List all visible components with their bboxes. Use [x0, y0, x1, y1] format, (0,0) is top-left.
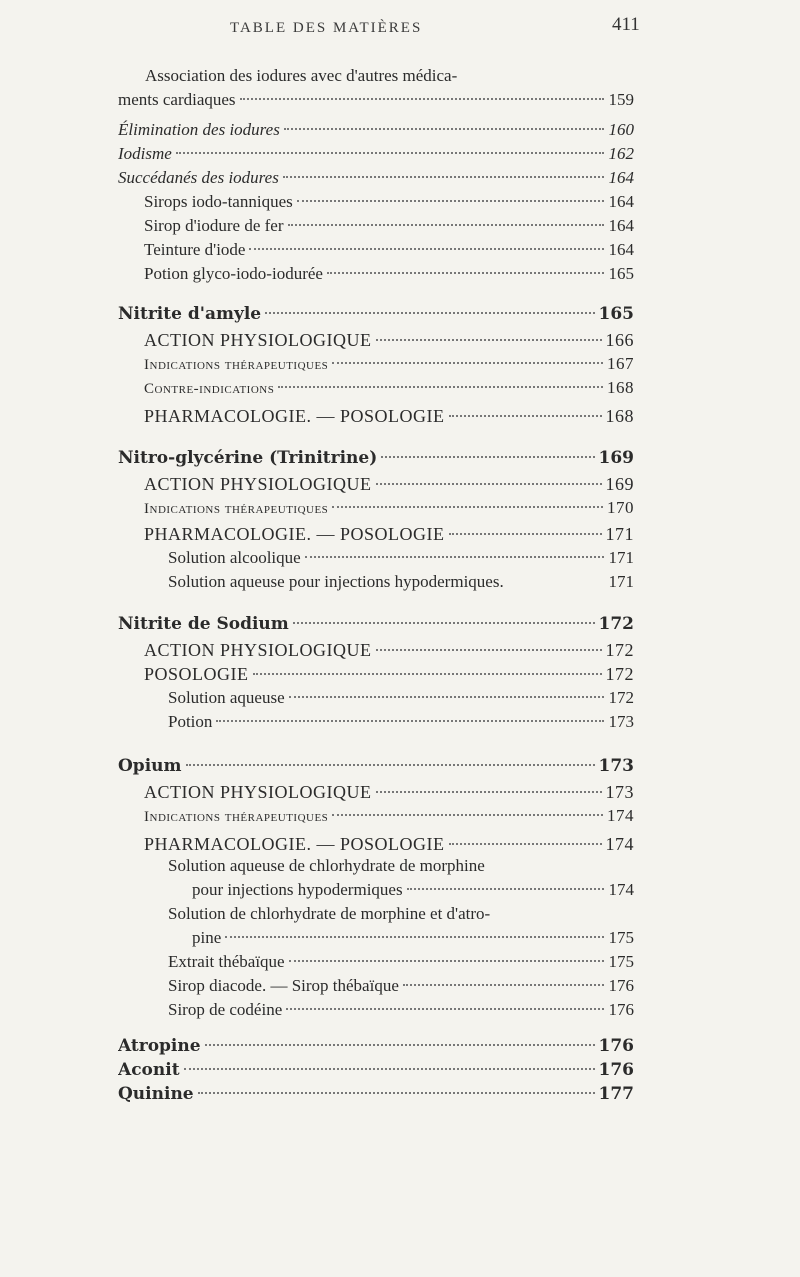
- toc-entry: [144, 378, 634, 402]
- toc-entry: [144, 664, 634, 688]
- toc-entry-page: 170: [607, 498, 634, 517]
- leader-dots: [376, 339, 602, 341]
- toc-entry: [168, 548, 634, 572]
- toc-entry-page: 167: [607, 354, 634, 373]
- toc-entry: [118, 1084, 634, 1108]
- toc-entry-label: Indications thérapeutiques: [144, 809, 329, 825]
- toc-entry-label: Sirop de codéine: [168, 1000, 283, 1019]
- toc-entry-page: 171: [605, 524, 634, 544]
- toc-entry-label: POSOLOGIE: [144, 664, 249, 684]
- toc-entry-page: 172: [608, 688, 634, 707]
- toc-entry-label: Contre-indications: [144, 381, 275, 397]
- toc-entry: [118, 144, 634, 168]
- toc-entry-page: 165: [608, 264, 634, 283]
- toc-entry: [118, 90, 634, 114]
- toc-entry: [168, 1000, 634, 1024]
- toc-entry: [118, 1060, 634, 1084]
- toc-entry-label: pour injections hypodermiques: [192, 880, 403, 899]
- leader-dots: [225, 936, 604, 938]
- toc-entry-page: 160: [608, 120, 634, 139]
- toc-entry: [118, 120, 634, 144]
- leader-dots: [286, 1008, 604, 1010]
- toc-entry-page: 159: [608, 90, 634, 109]
- leader-dots: [327, 272, 604, 274]
- toc-entry-page: 166: [605, 330, 634, 350]
- toc-entry-page: 169: [598, 448, 634, 468]
- leader-dots: [449, 415, 602, 417]
- leader-dots: [253, 673, 602, 675]
- toc-entry-page: 173: [598, 756, 634, 776]
- toc-entry: [144, 406, 634, 430]
- toc-entry-page: 174: [608, 880, 634, 899]
- toc-entry-page: 164: [608, 216, 634, 235]
- toc-entry-page: 175: [608, 952, 634, 971]
- toc-entry: [168, 688, 634, 712]
- toc-entry-label: Potion: [168, 712, 213, 731]
- toc-entry-morphine-line1: [168, 856, 485, 876]
- leader-dots: [205, 1044, 595, 1046]
- toc-entry-label: Teinture d'iode: [144, 240, 246, 259]
- toc-entry-label: Indications thérapeutiques: [144, 357, 329, 373]
- toc-entry-page: 172: [605, 664, 634, 684]
- leader-dots: [305, 556, 604, 558]
- toc-entry: [192, 928, 634, 952]
- toc-entry-label: Sirop d'iodure de fer: [144, 216, 284, 235]
- toc-entry-label: Solution aqueuse: [168, 688, 285, 707]
- toc-entry-page: 174: [605, 834, 634, 854]
- toc-entry-label: Indications thérapeutiques: [144, 501, 329, 517]
- running-title: TABLE DES MATIÈRES: [230, 20, 423, 36]
- leader-dots: [288, 224, 605, 226]
- leader-dots: [284, 128, 604, 130]
- leader-dots: [376, 791, 602, 793]
- toc-entry-label: Solution de chlorhydrate de morphine et d'atro-: [168, 904, 491, 923]
- toc-entry-label: Nitrite de Sodium: [118, 614, 289, 634]
- toc-entry-page: 172: [598, 614, 634, 634]
- leader-dots: [176, 152, 604, 154]
- toc-entry-page: 173: [605, 782, 634, 802]
- toc-entry: [118, 756, 634, 780]
- toc-entry-page: 176: [608, 976, 634, 995]
- leader-dots: [376, 483, 602, 485]
- toc-entry: [144, 192, 634, 216]
- toc-entry-label: Potion glyco-iodo-iodurée: [144, 264, 323, 283]
- leader-dots: [278, 386, 603, 388]
- toc-entry-page: 164: [608, 192, 634, 211]
- toc-entry-page: 168: [605, 406, 634, 426]
- leader-dots: [381, 456, 594, 458]
- toc-entry-label: Solution alcoolique: [168, 548, 301, 567]
- toc-entry-label: Sirop diacode. — Sirop thébaïque: [168, 976, 399, 995]
- toc-entry-iodures-associations-line1: [145, 66, 457, 86]
- toc-entry-page: 175: [608, 928, 634, 947]
- toc-entry-page: 171: [608, 548, 634, 567]
- toc-entry-page: 177: [598, 1084, 634, 1104]
- toc-entry: [144, 330, 634, 354]
- toc-entry-page: 172: [605, 640, 634, 660]
- leader-dots: [198, 1092, 595, 1094]
- leader-dots: [332, 362, 603, 364]
- toc-entry: [144, 524, 634, 548]
- toc-entry-page: 173: [608, 712, 634, 731]
- leader-dots: [376, 649, 602, 651]
- toc-entry-page: 176: [608, 1000, 634, 1019]
- toc-entry-label: Aconit: [118, 1060, 180, 1080]
- leader-dots: [449, 533, 602, 535]
- leader-dots: [184, 1068, 595, 1070]
- toc-entry: [118, 448, 634, 472]
- toc-entry-label: ACTION PHYSIOLOGIQUE: [144, 330, 372, 350]
- toc-entry-page: 162: [608, 144, 634, 163]
- toc-entry-label: ACTION PHYSIOLOGIQUE: [144, 782, 372, 802]
- page-number: 411: [612, 14, 640, 35]
- leader-dots: [293, 622, 595, 624]
- toc-entry-page: 176: [598, 1036, 634, 1056]
- toc-entry: [192, 880, 634, 904]
- toc-entry: [168, 952, 634, 976]
- toc-entry-label: PHARMACOLOGIE. — POSOLOGIE: [144, 406, 445, 426]
- toc-entry-label: Iodisme: [118, 144, 172, 163]
- toc-entry: [144, 240, 634, 264]
- leader-dots: [297, 200, 604, 202]
- toc-entry-label: Quinine: [118, 1084, 194, 1104]
- toc-entry-label: Sirops iodo-tanniques: [144, 192, 293, 211]
- toc-entry-page: 165: [598, 304, 634, 324]
- leader-dots: [403, 984, 604, 986]
- leader-dots: [240, 98, 604, 100]
- toc-entry-label: Extrait thébaïque: [168, 952, 285, 971]
- toc-entry-label: Nitro-glycérine (Trinitrine): [118, 448, 378, 468]
- leader-dots: [407, 888, 604, 890]
- toc-entry-page: 171: [608, 572, 634, 591]
- toc-entry: [168, 712, 634, 736]
- toc-entry-page: 164: [608, 168, 634, 187]
- toc-entry: [144, 354, 634, 378]
- toc-entry: [118, 614, 634, 638]
- toc-entry-label: Solution aqueuse pour injections hypodermiques.: [168, 572, 504, 591]
- toc-entry-label: Solution aqueuse de chlorhydrate de morphine: [168, 856, 485, 875]
- toc-entry: [118, 1036, 634, 1060]
- toc-entry: [144, 834, 634, 858]
- toc-entry-label: Opium: [118, 756, 182, 776]
- toc-entry: [144, 474, 634, 498]
- toc-entry-page: 176: [598, 1060, 634, 1080]
- toc-entry-page: 174: [607, 806, 634, 825]
- toc-entry-page: 164: [608, 240, 634, 259]
- toc-entry-label: PHARMACOLOGIE. — POSOLOGIE: [144, 524, 445, 544]
- leader-dots: [332, 814, 603, 816]
- toc-entry: [144, 782, 634, 806]
- toc-entry: [168, 976, 634, 1000]
- toc-entry-label: ments cardiaques: [118, 90, 236, 109]
- leader-dots: [265, 312, 594, 314]
- toc-entry-label: ACTION PHYSIOLOGIQUE: [144, 640, 372, 660]
- leader-dots: [249, 248, 604, 250]
- toc-entry-label: Atropine: [118, 1036, 201, 1056]
- toc-entry: [168, 572, 634, 596]
- toc-entry: [118, 304, 634, 328]
- leader-dots: [449, 843, 602, 845]
- toc-entry-page: 168: [607, 378, 634, 397]
- toc-entry-label: pine: [192, 928, 222, 947]
- toc-entry-label: Association des iodures avec d'autres médica-: [145, 66, 458, 85]
- toc-entry: [144, 498, 634, 522]
- toc-entry: [144, 640, 634, 664]
- leader-dots: [216, 720, 604, 722]
- toc-entry-label: ACTION PHYSIOLOGIQUE: [144, 474, 372, 494]
- leader-dots: [289, 960, 604, 962]
- toc-entry-page: 169: [605, 474, 634, 494]
- toc-entry-label: PHARMACOLOGIE. — POSOLOGIE: [144, 834, 445, 854]
- toc-entry-label: Succédanés des iodures: [118, 168, 279, 187]
- toc-entry: [118, 168, 634, 192]
- leader-dots: [283, 176, 604, 178]
- toc-entry-label: Nitrite d'amyle: [118, 304, 262, 324]
- toc-entry: [144, 264, 634, 288]
- toc-entry-atropine-line1: [168, 904, 490, 924]
- toc-entry: [144, 216, 634, 240]
- toc-entry-label: Élimination des iodures: [118, 120, 280, 139]
- leader-dots: [332, 506, 603, 508]
- leader-dots: [289, 696, 604, 698]
- toc-entry: [144, 806, 634, 830]
- leader-dots: [186, 764, 595, 766]
